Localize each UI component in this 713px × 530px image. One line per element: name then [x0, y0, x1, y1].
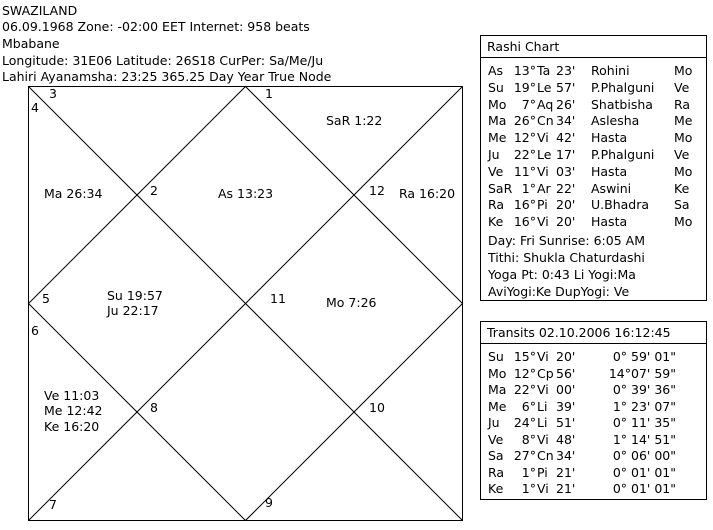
house-11-planet: Mo 7:26	[326, 295, 377, 310]
transit-speed: 0° 11' 35"	[612, 415, 676, 430]
transit-sign: Cn	[537, 448, 554, 463]
transit-sign: Vi	[537, 382, 549, 397]
rashi-nakshatra: Aswini	[591, 180, 632, 196]
header-line-4: Longitude: 31E06 Latitude: 26S18 CurPer: Sa/Me/Ju	[2, 53, 324, 68]
rashi-sign: Ta	[537, 63, 551, 78]
rashi-row	[481, 164, 706, 180]
transit-speed: 0° 39' 36"	[612, 382, 676, 397]
rashi-planet: SaR	[488, 180, 513, 196]
transit-row	[481, 432, 706, 448]
rashi-title-box	[480, 35, 707, 59]
rashi-minute: 42'	[556, 130, 576, 146]
transit-row	[481, 415, 706, 431]
rashi-planet: Me	[488, 130, 507, 146]
rashi-nakshatra: U.Bhadra	[591, 197, 650, 213]
rashi-lord: Ra	[674, 96, 691, 112]
transit-degree: 6°	[521, 398, 536, 414]
transit-sign: Li	[537, 398, 548, 414]
rashi-degree: 16°	[513, 214, 536, 230]
transit-planet: Ke	[488, 481, 504, 496]
transit-degree: 1°	[521, 481, 536, 496]
transit-planet: Ra	[488, 464, 505, 480]
rashi-sign: Le	[537, 79, 552, 95]
rashi-row	[481, 197, 706, 213]
rashi-aviyogi-line: AviYogi:Ke DupYogi: Ve	[488, 284, 630, 299]
rashi-degree: 16°	[513, 197, 536, 213]
transit-minute: 20'	[556, 349, 576, 364]
house-number-4: 4	[31, 100, 39, 115]
transit-speed: 1° 14' 51"	[612, 431, 676, 447]
rashi-lord: Me	[674, 113, 693, 129]
rashi-minute: 03'	[556, 163, 576, 179]
transit-speed: 0° 06' 00"	[612, 448, 676, 463]
transits-title-box	[480, 321, 707, 345]
transit-minute: 21'	[556, 464, 576, 480]
house-number-9: 9	[265, 495, 273, 510]
house-number-12: 12	[369, 183, 385, 198]
rashi-degree: 1°	[521, 180, 536, 196]
transit-planet: Ma	[488, 382, 507, 397]
transit-planet: Me	[488, 398, 507, 414]
rashi-lord: Mo	[674, 214, 693, 230]
rashi-minute: 17'	[556, 147, 576, 162]
rashi-row	[481, 147, 706, 163]
rashi-minute: 57'	[556, 79, 576, 95]
rashi-nakshatra: Hasta	[591, 214, 628, 230]
transit-speed: 14°07' 59"	[608, 365, 676, 381]
rashi-lord: Mo	[674, 63, 693, 78]
transit-degree: 15°	[513, 349, 536, 364]
transit-degree: 27°	[513, 448, 536, 463]
transits-table-box	[480, 343, 707, 500]
transit-minute: 56'	[556, 365, 576, 381]
transit-degree: 1°	[521, 464, 536, 480]
rashi-planet: Mo	[488, 96, 507, 112]
rashi-nakshatra: Rohini	[591, 63, 630, 78]
rashi-planet: As	[488, 63, 504, 78]
transit-sign: Pi	[537, 464, 548, 480]
rashi-planet: Su	[488, 79, 504, 95]
house-5-planet-1: Su 19:57	[107, 288, 163, 303]
rashi-lord: Mo	[674, 130, 693, 146]
header-line-2: 06.09.1968 Zone: -02:00 EET Internet: 958 beats	[2, 19, 310, 34]
rashi-planet: Ve	[488, 163, 504, 179]
house-3-planet: Ma 26:34	[44, 186, 103, 201]
header-line-1: SWAZILAND	[2, 3, 78, 18]
transit-degree: 22°	[513, 382, 536, 397]
rashi-sign: Aq	[537, 96, 554, 112]
house-number-5: 5	[42, 291, 50, 306]
transit-speed: 0° 59' 01"	[612, 349, 676, 364]
transit-speed: 1° 23' 07"	[612, 398, 676, 414]
transit-sign: Cp	[537, 365, 554, 381]
transit-minute: 21'	[556, 481, 576, 496]
transit-planet: Sa	[488, 448, 504, 463]
transit-degree: 24°	[513, 415, 536, 430]
rashi-sign: Cn	[537, 113, 554, 129]
rashi-nakshatra: P.Phalguni	[591, 79, 655, 95]
rashi-nakshatra: P.Phalguni	[591, 147, 655, 162]
house-number-1: 1	[265, 86, 273, 101]
house-7-planet-3: Ke 16:20	[44, 419, 100, 434]
house-7-planet-1: Ve 11:03	[44, 388, 100, 403]
transit-minute: 00'	[556, 382, 576, 397]
transit-minute: 39'	[556, 398, 576, 414]
transit-degree: 12°	[513, 365, 536, 381]
house-12-planet: Ra 16:20	[399, 186, 456, 201]
rashi-row	[481, 113, 706, 129]
transit-row	[481, 448, 706, 464]
rashi-sign: Ar	[537, 180, 551, 196]
transit-speed: 0° 01' 01"	[612, 481, 676, 496]
rashi-planet: Ke	[488, 214, 504, 230]
rashi-row	[481, 97, 706, 113]
rashi-planet: Ma	[488, 113, 507, 129]
header-line-3: Mbabane	[2, 36, 60, 51]
rashi-planet: Ju	[488, 147, 500, 162]
header-line-5: Lahiri Ayanamsha: 23:25 365.25 Day Year True Node	[2, 69, 332, 84]
house-number-8: 8	[150, 400, 158, 415]
rashi-nakshatra: Shatbisha	[591, 96, 653, 112]
transit-planet: Mo	[488, 365, 507, 381]
rashi-row	[481, 130, 706, 146]
rashi-minute: 20'	[556, 214, 576, 230]
rashi-sign: Vi	[537, 163, 549, 179]
rashi-degree: 26°	[513, 113, 536, 129]
rashi-degree: 11°	[513, 163, 536, 179]
rashi-lord: Mo	[674, 163, 693, 179]
rashi-day-line: Day: Fri Sunrise: 6:05 AM	[488, 233, 645, 248]
rashi-tithi-line: Tithi: Shukla Chaturdashi	[488, 250, 645, 265]
house-number-7: 7	[49, 497, 57, 512]
rashi-nakshatra: Aslesha	[591, 113, 640, 129]
transit-minute: 48'	[556, 431, 576, 447]
transit-row	[481, 399, 706, 415]
rashi-row	[481, 80, 706, 96]
rashi-yoga-line: Yoga Pt: 0:43 Li Yogi:Ma	[488, 267, 636, 282]
rashi-lord: Ve	[674, 147, 690, 162]
rashi-row	[481, 63, 706, 79]
house-number-2: 2	[150, 183, 158, 198]
house-number-6: 6	[31, 323, 39, 338]
transit-speed: 0° 01' 01"	[612, 464, 676, 480]
transit-row	[481, 366, 706, 382]
rashi-nakshatra: Hasta	[591, 163, 628, 179]
transit-row	[481, 481, 706, 497]
rashi-minute: 26'	[556, 96, 576, 112]
house-2-planet: As 13:23	[218, 186, 274, 201]
rashi-minute: 34'	[556, 113, 576, 129]
rashi-title: Rashi Chart	[487, 39, 560, 54]
transit-sign: Vi	[537, 349, 549, 364]
house-5-planet-2: Ju 22:17	[107, 303, 159, 318]
transit-planet: Su	[488, 349, 504, 364]
house-number-11: 11	[270, 291, 286, 306]
rashi-degree: 12°	[513, 130, 536, 146]
rashi-minute: 22'	[556, 180, 576, 196]
rashi-sign: Pi	[537, 197, 548, 213]
transit-sign: Li	[537, 415, 548, 430]
transit-minute: 34'	[556, 448, 576, 463]
rashi-sign: Vi	[537, 130, 549, 146]
transit-row	[481, 465, 706, 481]
transit-row	[481, 349, 706, 365]
transit-planet: Ve	[488, 431, 504, 447]
rashi-minute: 20'	[556, 197, 576, 213]
house-number-3: 3	[49, 86, 57, 101]
transits-title: Transits 02.10.2006 16:12:45	[487, 325, 671, 340]
rashi-degree: 19°	[513, 79, 536, 95]
house-1-planet: SaR 1:22	[326, 113, 383, 128]
rashi-lord: Ke	[674, 180, 690, 196]
rashi-sign: Vi	[537, 214, 549, 230]
transit-sign: Vi	[537, 481, 549, 496]
rashi-row	[481, 214, 706, 230]
transit-minute: 51'	[556, 415, 576, 430]
rashi-degree: 13°	[513, 63, 536, 78]
rashi-degree: 7°	[521, 96, 536, 112]
rashi-planet: Ra	[488, 197, 505, 213]
rashi-row	[481, 181, 706, 197]
house-7-planet-2: Me 12:42	[44, 403, 103, 418]
transit-row	[481, 382, 706, 398]
rashi-lord: Sa	[674, 197, 690, 213]
transit-planet: Ju	[488, 415, 500, 430]
transit-sign: Vi	[537, 431, 549, 447]
rashi-lord: Ve	[674, 79, 690, 95]
transit-degree: 8°	[521, 431, 536, 447]
house-number-10: 10	[369, 400, 385, 415]
rashi-degree: 22°	[513, 147, 536, 162]
rashi-minute: 23'	[556, 63, 576, 78]
rashi-sign: Le	[537, 147, 552, 162]
rashi-nakshatra: Hasta	[591, 130, 628, 146]
rashi-table-box	[480, 57, 707, 301]
